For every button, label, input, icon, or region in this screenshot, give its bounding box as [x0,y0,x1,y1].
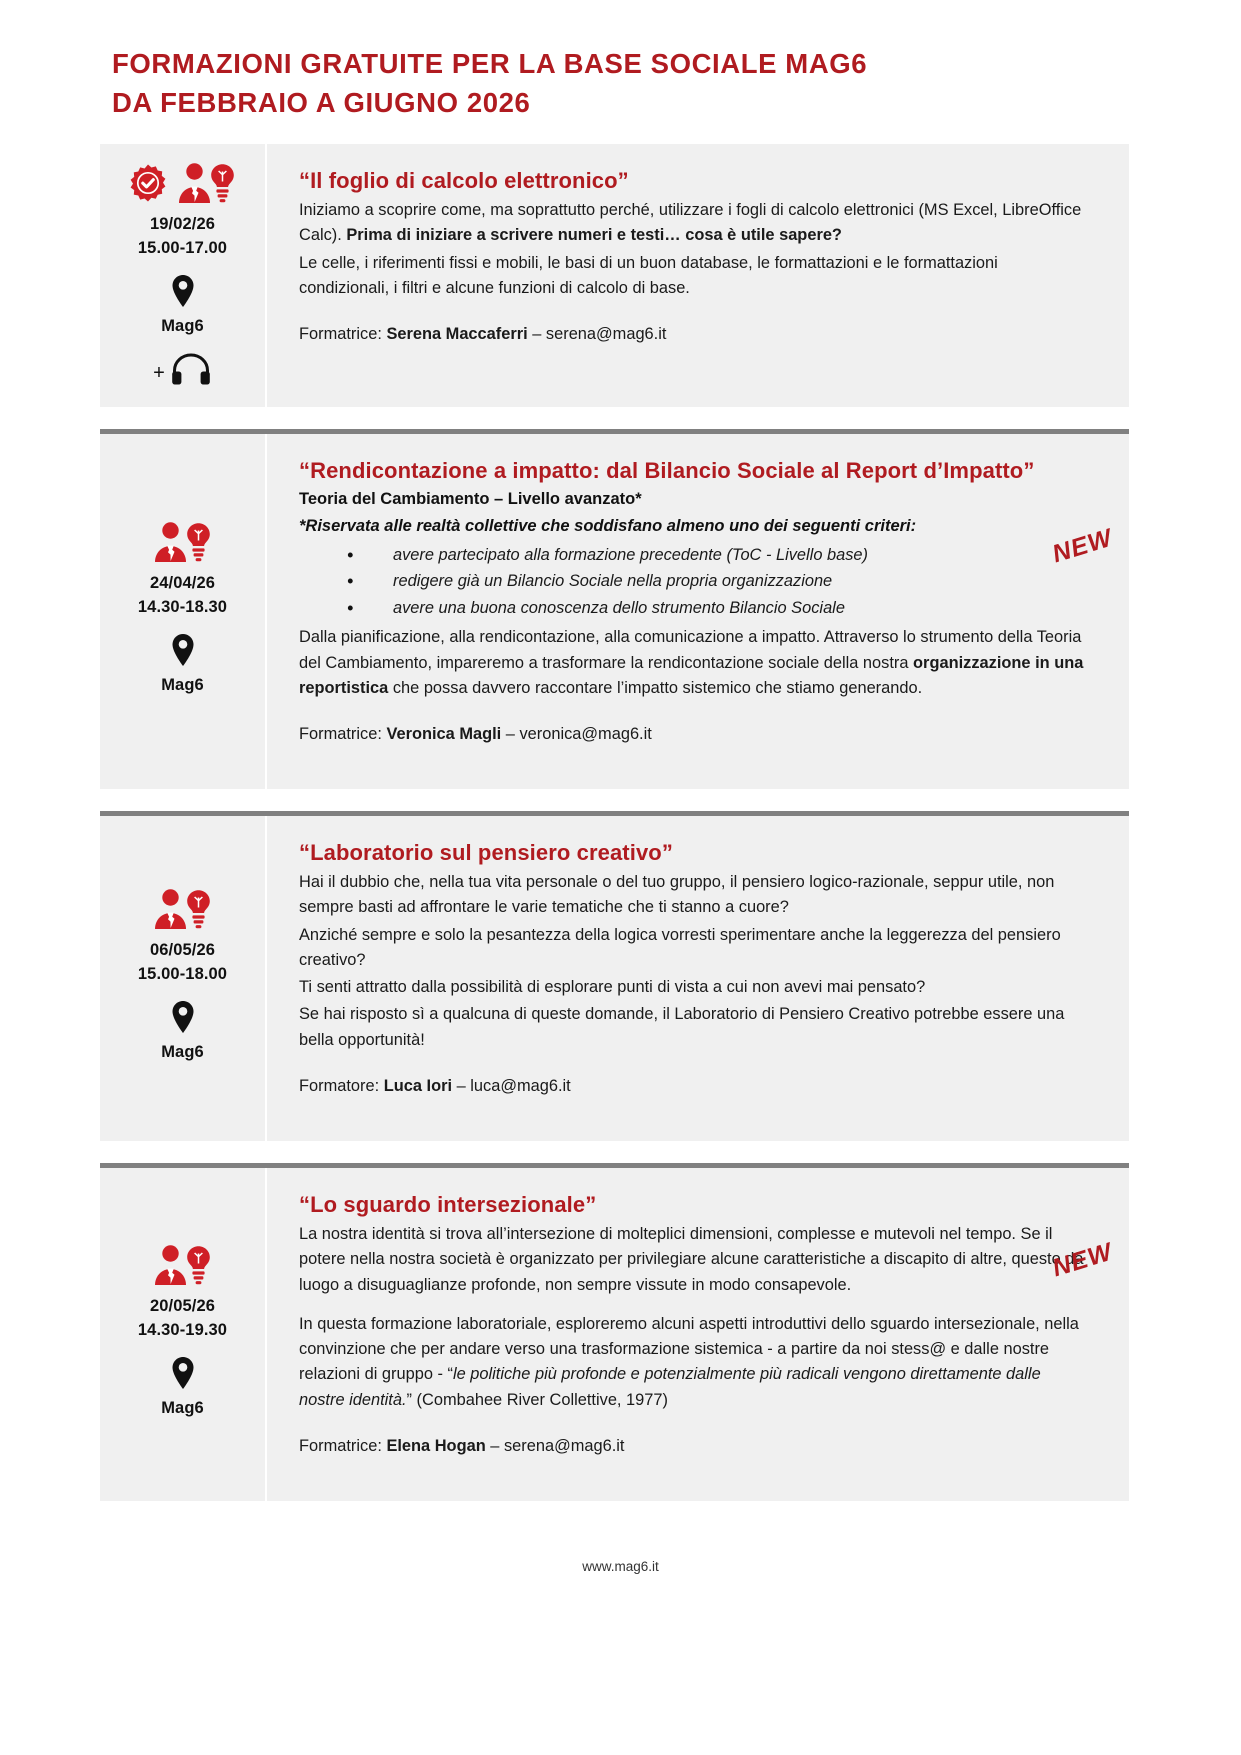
course-title: “Laboratorio sul pensiero creativo” [299,840,673,866]
course-trainer [299,722,1089,747]
page-title [112,44,1241,122]
meta-icon-row [152,1244,214,1286]
course-content [267,434,1129,789]
location-pin-icon [170,1000,196,1034]
course-paragraph [299,625,1089,701]
course-card [100,429,1129,789]
course-place: Mag6 [161,316,204,335]
course-date: 06/05/26 [149,941,216,960]
list-item: • redigere già un Bilancio Sociale nella propria organizzazione [347,568,1089,595]
meta-icon-row [128,162,238,204]
list-item: • avere partecipato alla formazione precedente (ToC - Livello base) [347,542,1089,569]
new-badge: NEW [1048,1237,1116,1283]
card-separator [100,789,1129,811]
course-meta [100,144,267,407]
text-run: In questa formazione laboratoriale, esploreremo alcuni aspetti introduttivi dello sguardo intersezionale, nella convinzione che per andare verso una trasformazione sistemica - a partire da noi stess@ e dalle nostre relazioni di gruppo - “ [299,1314,1079,1384]
trainer-idea-icon [152,888,214,930]
course-paragraph [299,1312,1089,1413]
course-trainer [299,1434,1089,1459]
trainer-email[interactable]: serena@mag6.it [503,1436,625,1455]
course-trainer [299,1074,1089,1099]
page-header [0,0,1241,122]
trainer-idea-icon [176,162,238,204]
trainer-separator: – [532,325,542,344]
course-paragraph: La nostra identità si trova all’intersezione di molteplici dimensioni, complesse e mutevoli nel tempo. Se il potere nella nostra società è organizzato per privilegiare alcune caratteristiche a discapito di altre, questo dà luogo a disuguaglianze profonde, non sempre vissute in modo consapevole. [299,1225,1084,1294]
text-run: Iniziamo a scoprire come, ma soprattutto perché, utilizzare i fogli di calcolo elettronici (MS Excel, LibreOffice Calc). [299,201,1082,245]
trainer-name: Veronica Magli [386,725,502,744]
trainer-label: Formatrice: [299,325,382,344]
course-meta [100,816,267,1141]
course-subtitle: Teoria del Cambiamento – Livello avanzato* [299,489,642,508]
page-footer [0,1559,1241,1610]
course-place: Mag6 [161,675,204,694]
course-meta [100,1168,267,1501]
course-date: 19/02/26 [149,215,216,234]
course-card [100,811,1129,1141]
course-paragraph: Anziché sempre e solo la pesantezza della logica vorresti sperimentare anche la leggerezza del pensiero creativo? [299,925,1061,969]
online-option-row [153,353,212,385]
card-separator [100,1141,1129,1163]
text-run: ” (Combahee River Collettive, 1977) [406,1390,668,1409]
trainer-label: Formatrice: [299,725,382,744]
new-badge: NEW [1048,523,1116,569]
list-item: • avere una buona conoscenza dello strumento Bilancio Sociale [347,595,1089,622]
course-title: “Il foglio di calcolo elettronico” [299,168,629,194]
course-time: 14.30-19.30 [137,1320,228,1339]
course-time: 15.00-17.00 [137,239,228,258]
course-content [267,1168,1129,1501]
location-pin-icon [170,274,196,308]
text-run: Dalla pianificazione, alla rendicontazione, alla comunicazione a impatto. Attraverso lo strumento della Teoria del Cambiamento, impareremo a trasformare la rendicontazione sociale della nostra [299,628,1082,672]
website-link[interactable]: www.mag6.it [582,1558,659,1574]
text-run-italic: le politiche più profonde e potenzialmente più radicali vengono direttamente dalle nostre identità. [299,1365,1041,1409]
course-place: Mag6 [161,1043,204,1061]
criteria-list [299,542,1089,622]
course-title: “Rendicontazione a impatto: dal Bilancio Sociale al Report d’Impatto” [299,457,1035,483]
trainer-idea-icon [152,1244,214,1286]
trainer-name: Luca Iori [383,1076,453,1095]
meta-icon-row [152,888,214,930]
course-time: 14.30-18.30 [137,598,228,617]
trainer-separator: – [505,725,515,744]
course-date: 20/05/26 [149,1297,216,1316]
course-paragraph: Hai il dubbio che, nella tua vita personale o del tuo gruppo, il pensiero logico-razionale, seppur utile, non sempre basti ad affrontare le varie tematiche che ti stanno a cuore? [299,873,1055,917]
text-run: che possa davvero raccontare l’impatto sistemico che stiamo generando. [388,678,923,697]
course-place: Mag6 [161,1398,204,1417]
course-note: *Riservata alle realtà collettive che soddisfano almeno uno dei seguenti criteri: [299,516,917,535]
course-trainer [299,322,1089,347]
meta-icon-row [152,521,214,563]
course-list [0,144,1241,1501]
course-content [267,144,1129,407]
trainer-separator: – [456,1076,466,1095]
text-run-bold: organizzazione in una reportistica [299,653,1084,697]
course-date: 24/04/26 [149,574,216,593]
text-run: Le celle, i riferimenti fissi e mobili, le basi di un buon database, le formattazioni e le formattazioni condizionali, i filtri e alcune funzioni di calcolo di base. [299,253,998,297]
course-title: “Lo sguardo intersezionale” [299,1191,597,1217]
trainer-email[interactable]: luca@mag6.it [470,1076,571,1095]
card-separator [100,407,1129,429]
course-paragraph: Se hai risposto sì a qualcuna di queste domande, il Laboratorio di Pensiero Creativo potrebbe essere una bella opportunità! [299,1005,1065,1049]
course-meta [100,434,267,789]
course-card [100,1163,1129,1501]
certificate-badge-icon [128,163,168,203]
course-paragraph [299,251,1089,302]
trainer-email[interactable]: veronica@mag6.it [519,725,652,744]
trainer-name: Elena Hogan [386,1436,486,1455]
page-title-line-1: FORMAZIONI GRATUITE PER LA BASE SOCIALE MAG6 [112,48,868,79]
location-pin-icon [170,1356,196,1390]
text-run-bold: Prima di iniziare a scrivere numeri e testi… cosa è utile sapere? [346,226,842,245]
trainer-name: Serena Maccaferri [386,325,528,344]
course-time: 15.00-18.00 [137,965,228,984]
trainer-email[interactable]: serena@mag6.it [545,325,667,344]
trainer-separator: – [490,1436,500,1455]
location-pin-icon [170,633,196,667]
plus-sign-label: + [153,361,165,384]
page-title-line-2: DA FEBBRAIO A GIUGNO 2026 [112,87,531,119]
trainer-label: Formatrice: [299,1436,382,1455]
trainer-label: Formatore: [299,1076,380,1095]
course-paragraph: Ti senti attratto dalla possibilità di esplorare punti di vista a cui non avevi mai pensato? [299,978,926,997]
trainer-idea-icon [152,521,214,563]
course-content [267,816,1129,1141]
course-card [100,144,1129,407]
headphones-icon [170,353,212,385]
course-paragraph [299,198,1089,249]
